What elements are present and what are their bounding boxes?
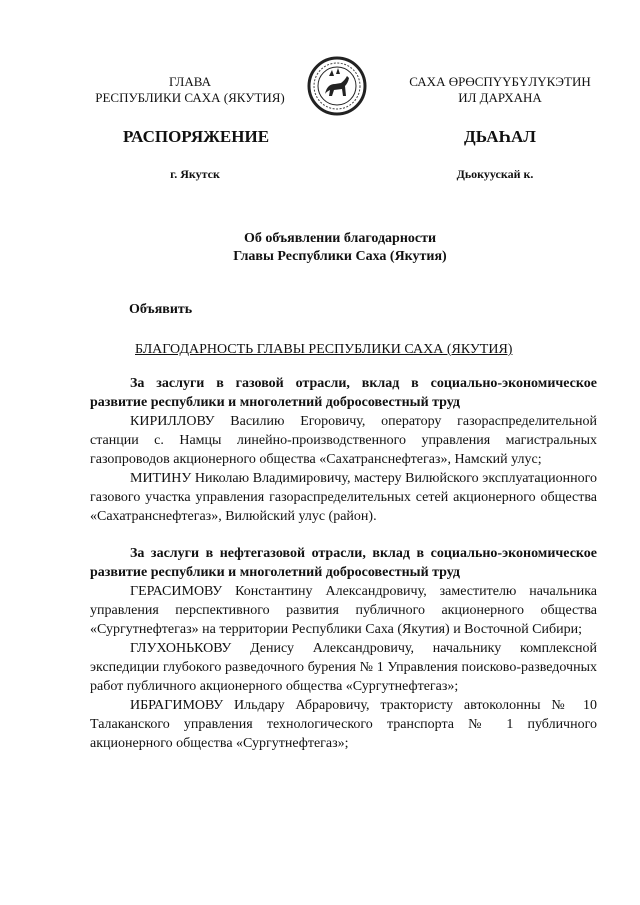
doc-type-russian: РАСПОРЯЖЕНИЕ	[122, 127, 270, 146]
header-right	[380, 74, 620, 106]
gratitude-heading: БЛАГОДАРНОСТЬ ГЛАВЫ РЕСПУБЛИКИ САХА (ЯКУТИЯ)	[135, 342, 513, 357]
person-entry: ГЕРАСИМОВУ Константину Александровичу, заместителю начальника управления перспективного развития публичного акционерного общества «Сургутнефтегаз» на территории Республики Саха (Якутия) и Восточной Сибири;	[90, 584, 597, 637]
person-entry: МИТИНУ Николаю Владимировичу, мастеру Вилюйского эксплуатационного газового участка управления газораспределительных сетей акционерного общества «Сахатранснефтегаз», Вилюйский улус (район).	[90, 471, 597, 524]
coat-of-arms-emblem-icon	[307, 56, 367, 116]
city-sakha: Дьокуускай к.	[456, 167, 534, 181]
merit-statement: За заслуги в газовой отрасли, вклад в социально-экономическое развитие республики и многолетний добросовестный труд	[90, 376, 597, 410]
person-entry: ИБРАГИМОВУ Ильдару Абраровичу, трактористу автоколонны № 10 Талаканского управления технологического транспорта № 1 публичного акционерного общества «Сургутнефтегаз»;	[90, 698, 597, 751]
document-title-line1: Об объявлении благодарности	[243, 231, 437, 246]
header-left-line1: ГЛАВА	[169, 74, 211, 89]
city-russian: г. Якутск	[170, 167, 220, 181]
header-right-line2: ИЛ ДАРХАНА	[458, 90, 542, 105]
merit-statement: За заслуги в нефтегазовой отрасли, вклад в социально-экономическое развитие республики и многолетний добросовестный труд	[90, 546, 597, 580]
header-left-line2: РЕСПУБЛИКИ САХА (ЯКУТИЯ)	[95, 90, 285, 105]
document-body	[90, 374, 597, 753]
document-title	[150, 230, 530, 266]
document-title-line2: Главы Республики Саха (Якутия)	[233, 249, 447, 264]
person-entry: ГЛУХОНЬКОВУ Денису Александровичу, начальнику комплексной экспедиции глубокого разведочного бурения № 1 Управления поисково-разведочных работ публичного акционерного общества «Сургутнефтегаз»;	[90, 641, 597, 694]
announce-label: Объявить	[129, 302, 193, 317]
header-right-line1: САХА ӨРӨСПҮҮБҮЛҮКЭТИН	[409, 74, 591, 89]
person-entry: КИРИЛЛОВУ Василию Егоровичу, оператору газораспределительной станции с. Намцы линейно-производственного управления магистральных газопроводов акционерного общества «Сахатранснефтегаз», Намский улус;	[90, 414, 597, 467]
doc-type-sakha: ДЬАҺАЛ	[464, 127, 536, 146]
header-left	[60, 74, 320, 106]
